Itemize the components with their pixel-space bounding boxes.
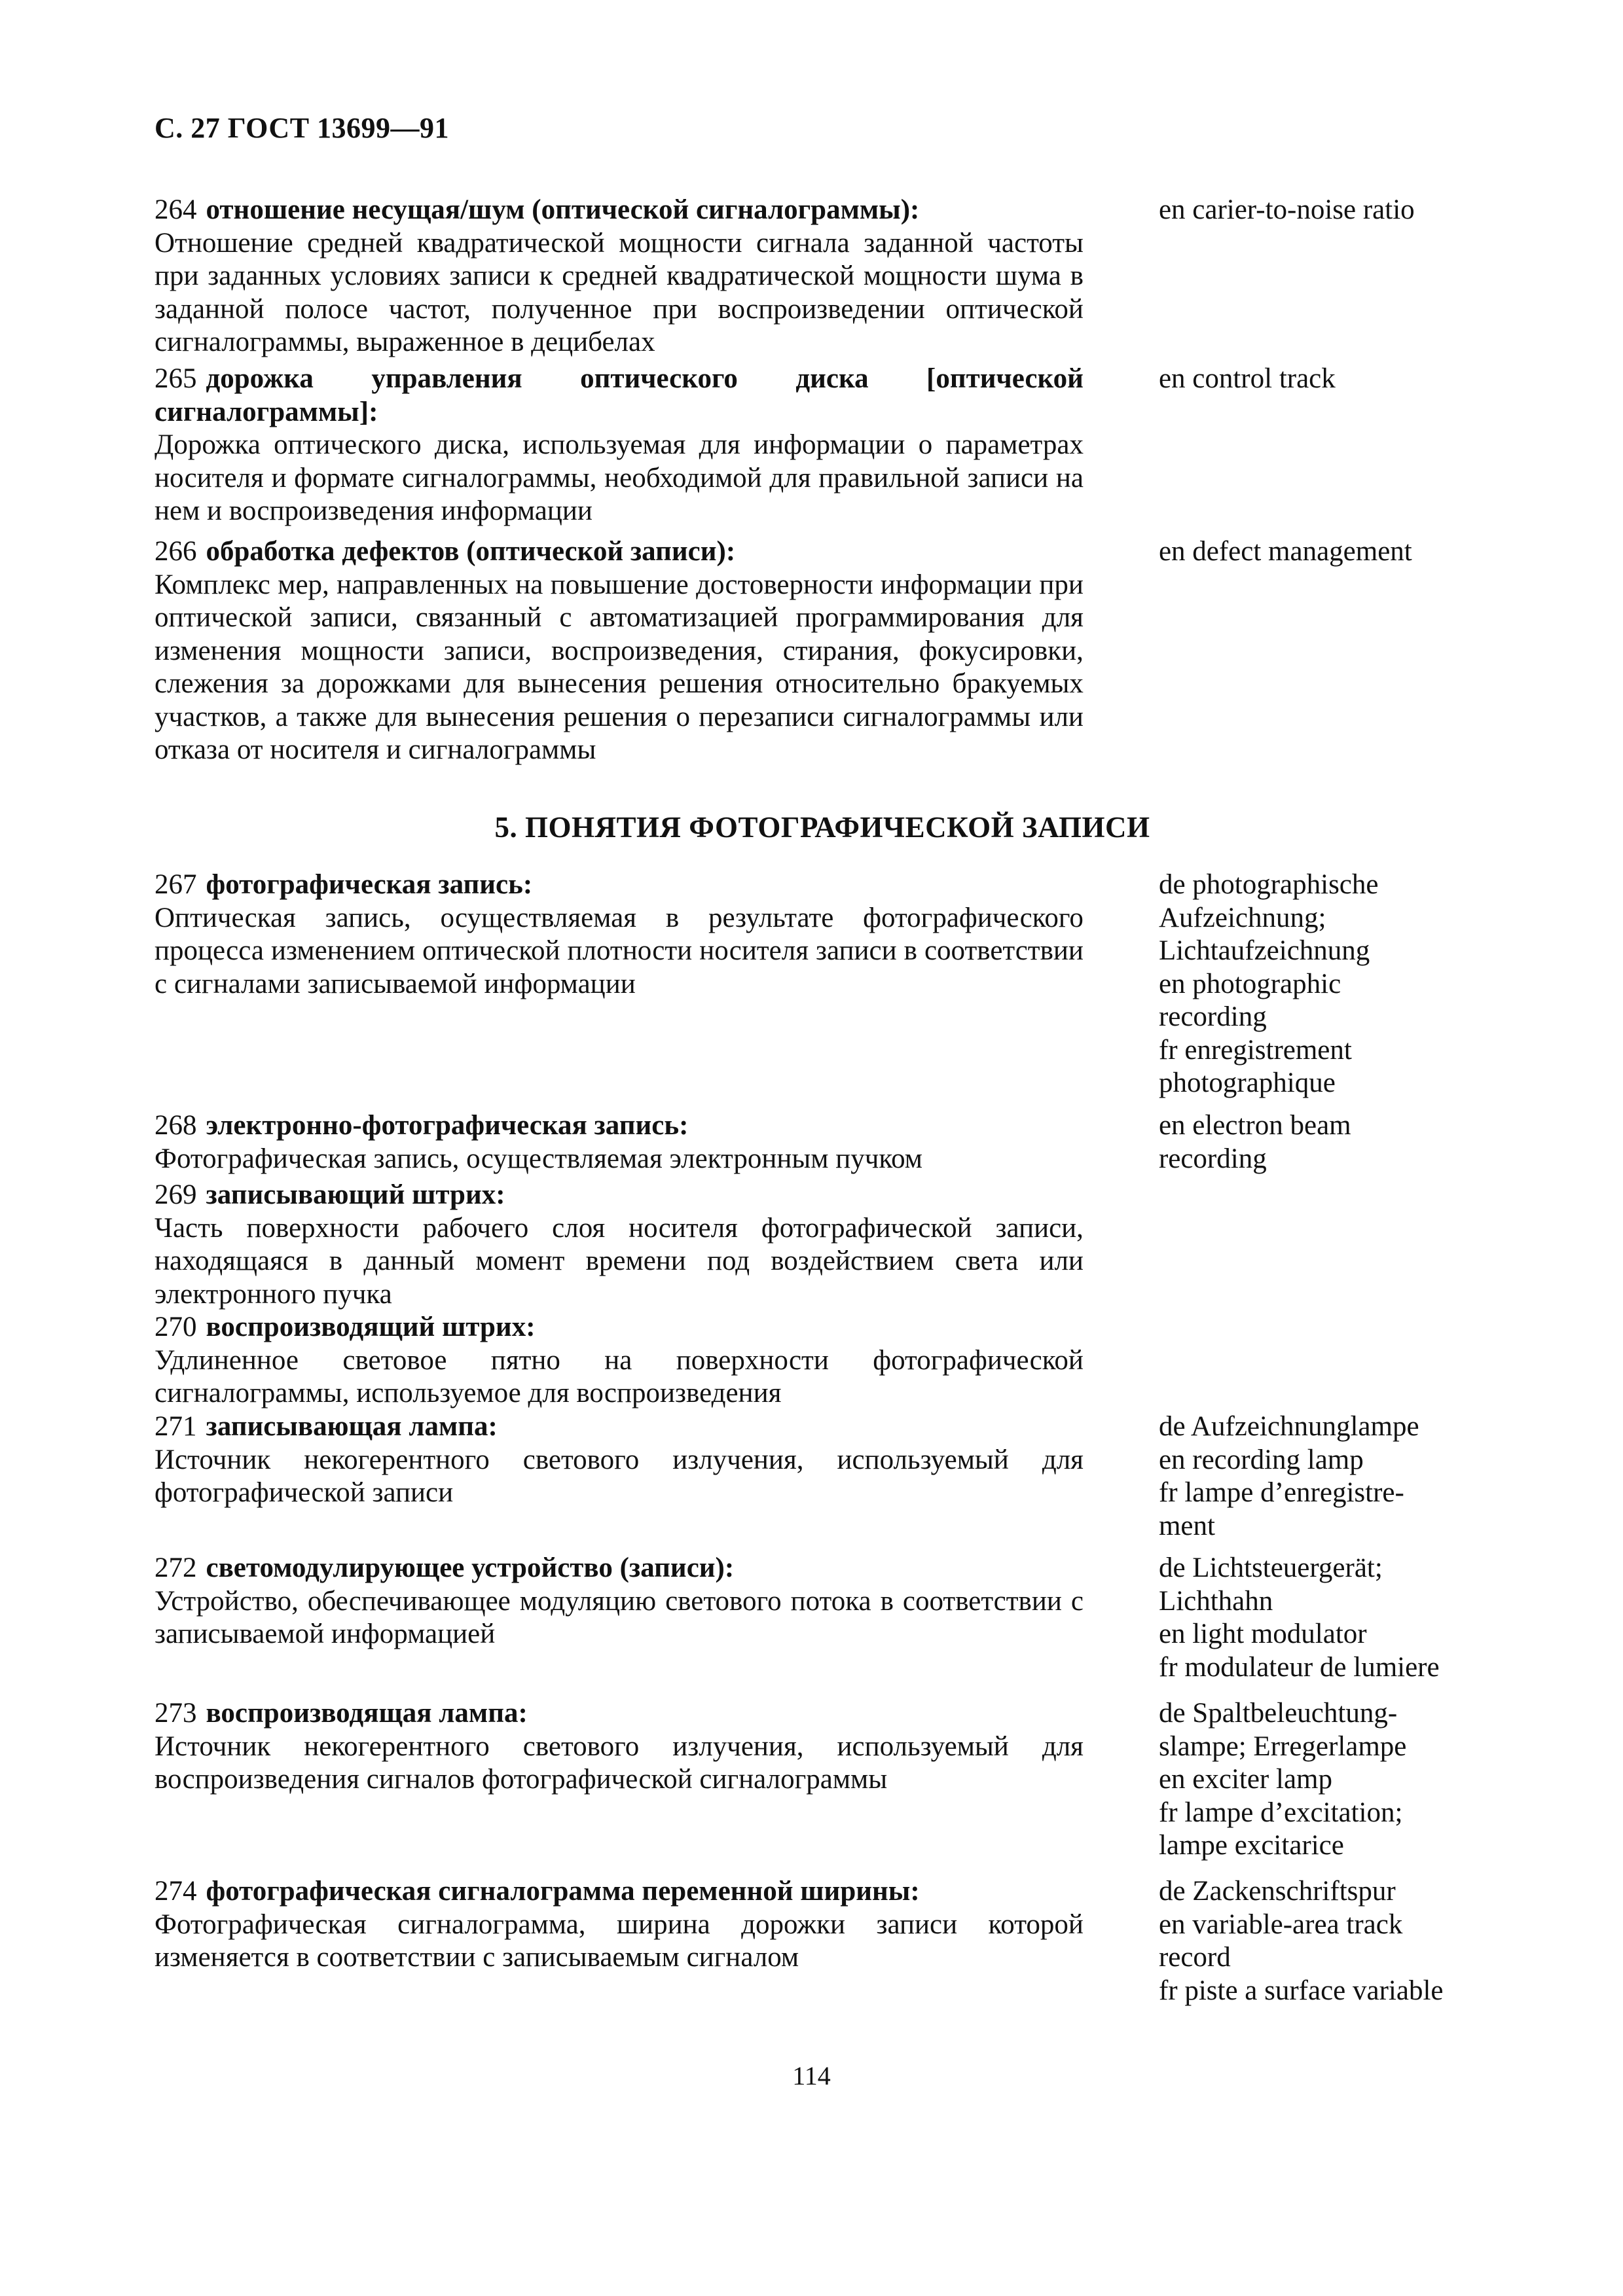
term-definition: Удлиненное световое пятно на поверхности фотографической сигналограммы, используемое для воспроизведения — [155, 1344, 1084, 1408]
term-definition: Часть поверхности рабочего слоя носителя фотографической записи, находящаяся в данный момент времени под воздействием света или электронного пучка — [155, 1212, 1084, 1310]
term-entry — [155, 1109, 1490, 1179]
term-definition: Отношение средней квадратической мощности сигнала заданной частоты при заданных условиях записи к средней квадратической мощности шума в заданной полосе частот, полученное при воспроизведении оптической сигналограммы, выраженное в децибелах — [155, 227, 1084, 357]
term-definition-column — [155, 535, 1084, 767]
term-number: 272 — [155, 1552, 197, 1583]
term-translations: en carier-to-noise ratio — [1158, 194, 1415, 225]
term-definition: Источник некогерентного светового излучения, используемый для фотографической записи — [155, 1444, 1084, 1508]
term-translations: en control track — [1158, 363, 1336, 394]
term-translations: de Spaltbeleuchtung- slampe; Erregerlampe en exciter lamp fr lampe d’excitation; lampe excitarice — [1158, 1698, 1407, 1861]
term-title: светомодулирующее устройство (записи): — [206, 1552, 735, 1583]
term-definition: Источник некогерентного светового излучения, используемый для воспроизведения сигналов фотографической сигналограммы — [155, 1731, 1084, 1795]
term-definition-column — [155, 1552, 1084, 1651]
term-title: записывающий штрих: — [206, 1179, 505, 1210]
term-number: 268 — [155, 1110, 197, 1141]
term-translations: de Aufzeichnunglampe en recording lamp fr lampe d’enregistre- ment — [1158, 1411, 1419, 1541]
term-number: 274 — [155, 1876, 197, 1907]
term-definition-column — [155, 1311, 1084, 1410]
term-number: 265 — [155, 363, 197, 394]
term-definition: Дорожка оптического диска, используемая для информации о параметрах носителя и формате сигналограммы, необходимой для правильной записи на нем и воспроизведения информации — [155, 429, 1084, 526]
page-number: 114 — [792, 2061, 831, 2090]
term-definition-column — [155, 869, 1084, 1001]
term-number: 271 — [155, 1411, 197, 1442]
term-number: 266 — [155, 536, 197, 567]
term-title: воспроизводящий штрих: — [206, 1312, 536, 1342]
term-definition-column — [155, 1875, 1084, 1975]
term-definition-column — [155, 1697, 1084, 1797]
term-title: отношение несущая/шум (оптической сигналограммы): — [206, 194, 920, 225]
section-title: 5. ПОНЯТИЯ ФОТОГРАФИЧЕСКОЙ ЗАПИСИ — [494, 811, 1150, 844]
term-translations: de Lichtsteuergerät; Lichthahn en light modulator fr modulateur de lumiere — [1158, 1552, 1440, 1683]
term-entry — [155, 363, 1490, 535]
term-entry — [155, 1875, 1490, 2007]
term-definition-column — [155, 194, 1084, 359]
term-translations: en defect management — [1158, 536, 1412, 567]
term-definition: Комплекс мер, направленных на повышение достоверности информации при оптической записи, связанный с автоматизацией программирования для изменения мощности записи, воспроизведения, стирания, фокусировки, слежения за дорожками для вынесения решения относительно бракуемых участков, а также для вынесения решения о перезаписи сигналограммы или отказа от носителя и сигналограммы — [155, 569, 1084, 765]
term-title: обработка дефектов (оптической записи): — [206, 536, 736, 567]
term-definition: Оптическая запись, осуществляемая в результате фотографического процесса изменением оптической плотности носителя записи в соответствии с сигналами записываемой информации — [155, 902, 1084, 999]
term-entry — [155, 1179, 1490, 1311]
term-entry — [155, 1697, 1490, 1875]
term-title: электронно-фотографическая запись: — [206, 1110, 689, 1141]
term-title: фотографическая запись: — [206, 869, 533, 900]
term-translations: de Zackenschriftspur en variable-area track record fr piste a surface variable — [1158, 1876, 1444, 2006]
term-translations: de photographische Aufzeichnung; Lichtaufzeichnung en photographic recording fr enregistrement photographique — [1158, 869, 1379, 1098]
term-number: 269 — [155, 1179, 197, 1210]
term-entry — [155, 1410, 1490, 1552]
term-number: 270 — [155, 1312, 197, 1342]
term-definition-column — [155, 1109, 1084, 1175]
term-translations: en electron beam recording — [1158, 1110, 1351, 1174]
terms-section-photographic — [155, 869, 1490, 2007]
term-entry — [155, 1552, 1490, 1697]
term-title: воспроизводящая лампа: — [206, 1698, 528, 1729]
term-definition-column — [155, 1410, 1084, 1510]
term-entry — [155, 194, 1490, 363]
term-title: дорожка управления оптического диска [оптической сигналограммы]: — [155, 363, 1084, 427]
term-title: записывающая лампа: — [206, 1411, 498, 1442]
term-number: 267 — [155, 869, 197, 900]
term-definition: Устройство, обеспечивающее модуляцию светового потока в соответствии с записываемой информацией — [155, 1585, 1084, 1649]
term-entry — [155, 535, 1490, 767]
term-definition-column — [155, 1179, 1084, 1311]
term-entry — [155, 1311, 1490, 1410]
term-definition: Фотографическая запись, осуществляемая электронным пучком — [155, 1143, 922, 1174]
term-definition-column — [155, 363, 1084, 528]
term-entry — [155, 869, 1490, 1109]
terms-section-optical — [155, 194, 1490, 767]
term-number: 264 — [155, 194, 197, 225]
term-number: 273 — [155, 1698, 197, 1729]
term-title: фотографическая сигналограмма переменной ширины: — [206, 1876, 920, 1907]
term-definition: Фотографическая сигналограмма, ширина дорожки записи которой изменяется в соответствии с записываемым сигналом — [155, 1909, 1084, 1973]
document-header: С. 27 ГОСТ 13699—91 — [155, 112, 450, 144]
